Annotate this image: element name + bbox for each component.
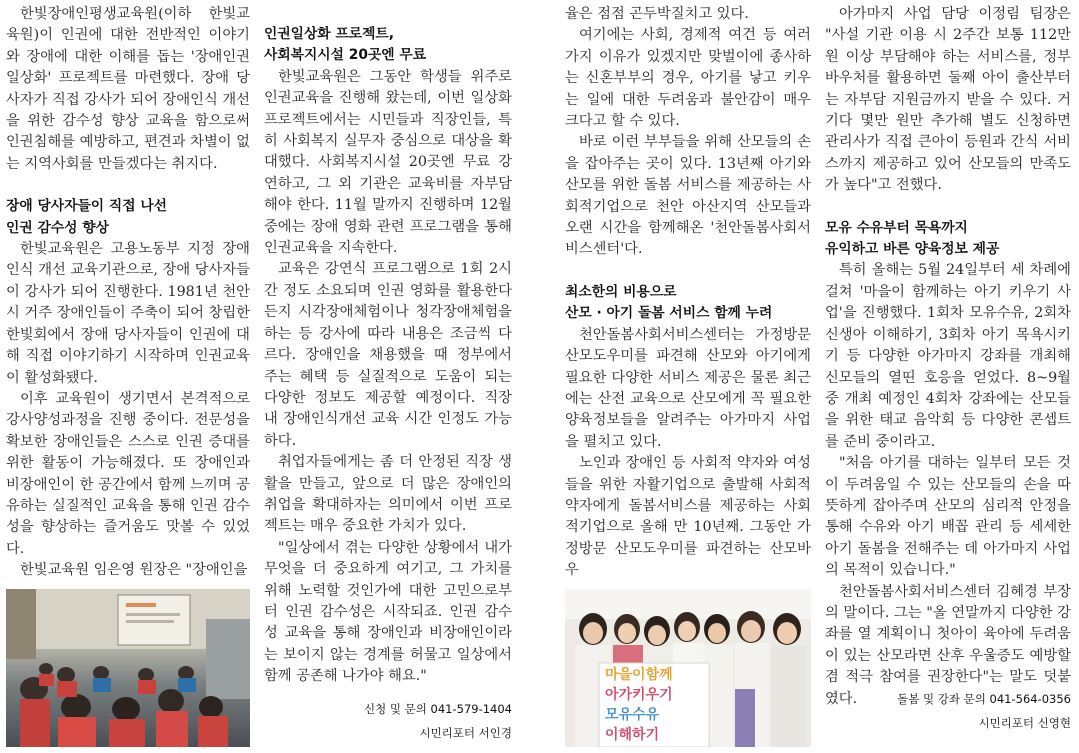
body-paragraph: 취업자들에게는 좀 더 안정된 직장 생활을 만들고, 앞으로 더 많은 장애인의 취업을 확대하자는 의미에서 이번 프로젝트는 매우 중요한 가치가 있다. <box>264 454 512 535</box>
group-photo <box>565 589 811 747</box>
classroom-illustration <box>6 589 250 747</box>
body-paragraph: 바로 이런 부부들을 위해 산모들의 손을 잡아주는 곳이 있다. 13년째 아기와 산모를 위한 돌봄 서비스를 제공하는 사회적기업으로 천안 아산지역 산모들과 오랜 시간을 함께해온 '천안돌봄사회서비스센터'다. <box>565 134 811 258</box>
classroom-photo <box>6 589 250 747</box>
subheading-line-1: 인권일상화 프로젝트, <box>264 26 394 42</box>
body-paragraph: 아가마지 사업 담당 이정림 팀장은 "사설 기관 이용 시 2주간 보통 112만원 이상 부담해야 하는 서비스를, 정부 바우처를 활용하면 둘째 아이 출산부터는 자부담 지원금까지 받을 수 있다. 거기다 몇만 원만 추가해 별도 신청하면 관리사가 직접 큰아이 등원과 간식 서비스까지 제공하고 있어 산모들의 만족도가 높다"고 전했다. <box>825 6 1071 194</box>
sign-line: 모유수유 <box>605 707 660 723</box>
sign-line: 아가키우기 <box>605 687 673 703</box>
sign-line: 마을이함께 <box>605 667 673 683</box>
quote-paragraph: "처음 아기를 대하는 일부터 모든 것이 두려움일 수 있는 산모들의 손을 따뜻하게 잡아주며 산모의 심리적 안정을 통해 수유와 아기 배꼽 관리 등 세세한 아기 돌봄을 전해주는 데 아가마지 사업의 목적이 있습니다." <box>825 455 1071 579</box>
body-paragraph: 이후 교육원이 생기면서 본격적으로 강사양성과정을 진행 중이다. 전문성을 확보한 장애인들은 스스로 인권 증대를 위한 활동이 가능해졌다. 또 장애인과 비장애인이 한 공간에서 함께 느끼며 공유하는 실질적인 교육을 통해 인권 감수성을 향상하는 즐거움도 맛볼 수 있었다. <box>6 390 250 557</box>
subheading-line-1: 모유 수유부터 목욕까지 <box>825 219 968 236</box>
body-paragraph: 율은 점점 곤두박질치고 있다. <box>565 6 749 22</box>
column-3 <box>565 4 811 582</box>
subheading-line-2: 인권 감수성 향상 <box>6 219 109 236</box>
column-4 <box>825 4 1071 732</box>
subheading-line-2: 산모 · 아기 돌봄 서비스 함께 누려 <box>565 305 773 322</box>
contact-line: 신청 및 문의 041-579-1404 <box>364 701 512 716</box>
subheading-line-1: 최소한의 비용으로 <box>565 283 677 300</box>
body-paragraph: 특히 올해는 5월 24일부터 세 차례에 걸쳐 '마을이 함께하는 아기 키우기 사업'을 진행했다. 1회차 모유수유, 2회차 신생아 이해하기, 3회차 아기 목욕시키기 등 다양한 아가마지 강좌를 개최해 신모들의 열띤 호응을 얻었다. 8~9월 중 개최 예정인 4회차 강좌에는 산모들을 위한 태교 음악회 등 다양한 콘셉트를 준비 중이라고. <box>825 262 1071 450</box>
column-1 <box>6 4 250 582</box>
body-paragraph: 천안돌봄사회서비스센터는 가정방문 산모도우미를 파견해 산모와 아기에게 필요한 다양한 서비스 제공은 물론 최근에는 산전 교육으로 산모에게 꼭 필요한 양육정보들을 알려주는 아가마지 사업을 펼치고 있다. <box>565 326 811 450</box>
subheading-line-2: 사회복지시설 20곳엔 무료 <box>264 47 427 64</box>
subheading-line-2: 유익하고 바른 양육정보 제공 <box>825 241 1000 258</box>
subheading-line-1: 장애 당사자들이 직접 나선 <box>6 198 168 215</box>
body-paragraph: 천안돌봄사회서비스센터 김혜경 부장의 말이다. 그는 "올 연말까지 다양한 강좌를 열 계획이니 첫아이 육아에 두려움이 있는 산모라면 산후 우울증도 예방할 겸 적극 참여를 권장한다"는 말도 덧붙였다. <box>825 583 1071 707</box>
body-paragraph: 한빛교육원은 그동안 학생들 위주로 인권교육을 진행해 왔는데, 이번 일상화 프로젝트에서는 시민들과 직장인들, 특히 사회복지 실무자 중심으로 대상을 확대했다. 사회복지시설 20곳엔 무료 강연하고, 그 외 기관은 교육비를 자부담해야 한다. 11월 말까지 진행하며 12월 중에는 장애 영화 관련 프로그램을 통해 인권교육을 지속한다. <box>264 68 512 257</box>
column-2 <box>264 24 512 742</box>
reporter-credit: 시민리포터 서인경 <box>419 725 512 740</box>
intro-paragraph: 한빛장애인평생교육원(이하 한빛교육원)이 인권에 대한 전반적인 이야기와 장애에 대한 이해를 돕는 '장애인권 일상화' 프로젝트를 마련했다. 장애 당사자가 직접 강사가 되어 장애인식 개선을 위한 감수성 향상 교육을 함으로써 인권침해를 예방하고, 편견과 차별이 없는 지역사회를 만들겠다는 취지다. <box>6 6 250 172</box>
reporter-credit: 시민리포터 신영현 <box>978 716 1071 730</box>
body-paragraph: 교육은 강연식 프로그램으로 1회 2시간 정도 소요되며 인권 영화를 활용한다든지 시각장애체험이나 청각장애체험을 하는 등 강사에 따라 내용은 조금씩 다르다. 장애인을 채용했을 때 정부에서 주는 혜택 등 실질적으로 도움이 되는 다양한 정보도 제공할 예정이다. 직장 내 장애인식개선 교육 시간 인정도 가능하다. <box>264 261 512 449</box>
sign-board <box>605 665 705 745</box>
contact-line: 돌봄 및 강좌 문의 041-564-0356 <box>897 692 1071 706</box>
body-paragraph: 노인과 장애인 등 사회적 약자와 여성들을 위한 자활기업으로 출발해 사회적 약자에게 돌봄서비스를 제공하는 사회적기업으로 올해 만 10년째. 그동안 가정방문 산모도우미를 파견하는 산모바우 <box>565 455 811 579</box>
quote-paragraph: "일상에서 겪는 다양한 상황에서 내가 무엇을 더 중요하게 여기고, 그 가치를 위해 노력할 것인가에 대한 고민으로부터 인권 감수성은 시작되죠. 인권 감수성 교육을 통해 장애인과 비장애인이라는 보이지 않는 경계를 허물고 일상에서 함께 공존해 나가야 해요." <box>264 539 512 685</box>
body-paragraph: 한빛교육원 임은영 원장은 "장애인을 <box>20 562 248 579</box>
body-paragraph: 한빛교육원은 고용노동부 지정 장애인식 개선 교육기관으로, 장애 당사자들이 강사가 되어 진행한다. 1981년 천안시 거주 장애인들이 주축이 되어 창립한 한빛회에서 장애 당사자들이 인권에 대해 직접 이야기하기 시작하며 인권교육이 활성화됐다. <box>6 241 250 386</box>
sign-line: 이해하기 <box>605 727 660 743</box>
body-paragraph: 여기에는 사회, 경제적 여건 등 여러 가지 이유가 있겠지만 맞벌이에 종사하는 신혼부부의 경우, 아기를 낳고 키우는 일에 대한 두려움과 불안감이 매우 크다고 할 수 있다. <box>565 27 811 130</box>
